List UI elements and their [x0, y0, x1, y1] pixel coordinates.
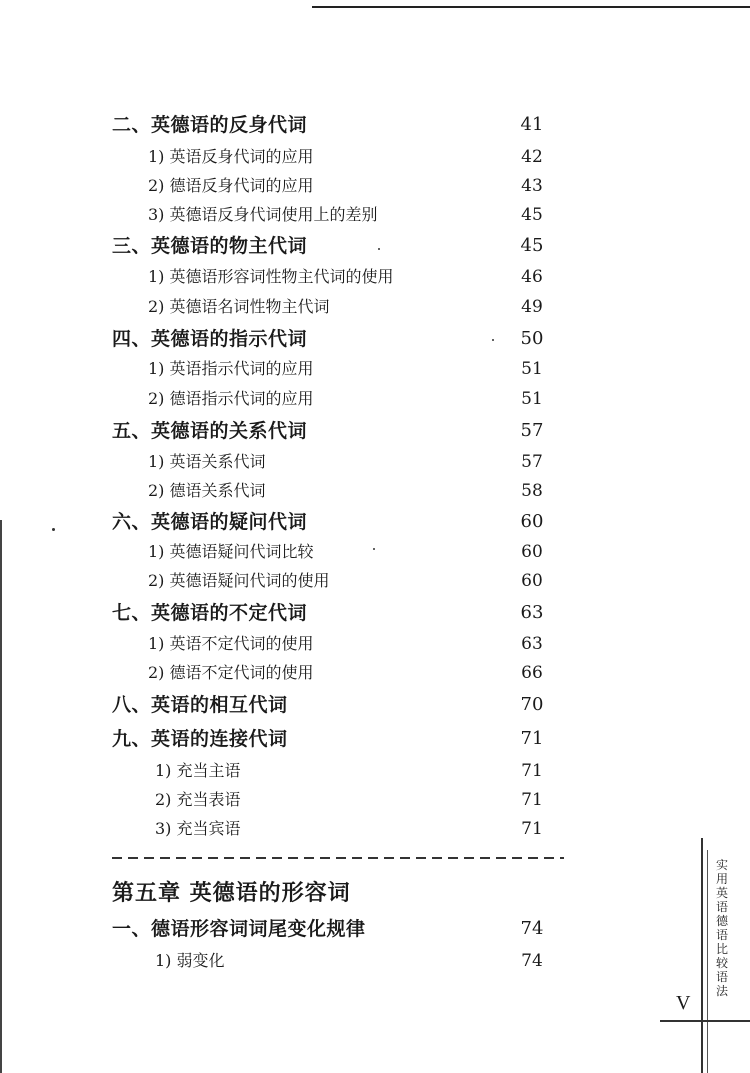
entry-page: 58: [521, 481, 543, 501]
entry-page: 45: [520, 235, 544, 256]
toc-sub-entry: [0, 946, 750, 976]
toc-sub-entry: [0, 476, 750, 506]
entry-page: 74: [521, 951, 543, 971]
entry-page: 71: [520, 728, 544, 749]
entry-title: 七、英德语的不定代词: [112, 602, 308, 624]
toc-sub-entry: [0, 142, 750, 172]
entry-page: 42: [521, 147, 543, 167]
toc-section-entry: [0, 507, 750, 537]
toc-sub-entry: [0, 814, 750, 844]
entry-page: 74: [520, 918, 544, 939]
entry-page: 60: [521, 542, 543, 562]
entry-title: 2) 德语关系代词: [148, 481, 266, 500]
toc-section-entry: [0, 416, 750, 446]
entry-title: 二、英德语的反身代词: [112, 114, 308, 136]
entry-page: 71: [521, 790, 543, 810]
scan-speck: [492, 339, 494, 341]
toc-sub-entry: [0, 447, 750, 477]
scan-speck: [373, 548, 375, 550]
entry-title: 一、德语形容词词尾变化规律: [112, 918, 366, 940]
entry-page: 63: [520, 602, 544, 623]
entry-title: 1) 英语不定代词的使用: [148, 634, 314, 653]
entry-page: 50: [520, 328, 544, 349]
dashed-divider: [112, 857, 564, 859]
entry-page: 51: [521, 359, 543, 379]
toc-sub-entry: [0, 354, 750, 384]
toc-sub-entry: [0, 629, 750, 659]
toc-section-entry: [0, 914, 750, 944]
toc-sub-entry: [0, 566, 750, 596]
toc-section-entry: [0, 724, 750, 754]
entry-title: 1) 弱变化: [155, 951, 225, 970]
entry-page: 63: [521, 634, 543, 654]
entry-title: 1) 英语关系代词: [148, 452, 266, 471]
entry-title: 2) 英德语疑问代词的使用: [148, 571, 330, 590]
entry-title: 2) 德语指示代词的应用: [148, 389, 314, 408]
toc-sub-entry: [0, 537, 750, 567]
entry-title: 五、英德语的关系代词: [112, 420, 308, 442]
entry-title: 1) 英语指示代词的应用: [148, 359, 314, 378]
entry-title: 1) 英语反身代词的应用: [148, 147, 314, 166]
entry-page: 70: [520, 694, 544, 715]
entry-title: 3) 英德语反身代词使用上的差别: [148, 205, 378, 224]
entry-title: 3) 充当宾语: [155, 819, 241, 838]
entry-title: 2) 德语不定代词的使用: [148, 663, 314, 682]
entry-title: 1) 英德语形容词性物主代词的使用: [148, 267, 394, 286]
entry-page: 49: [521, 297, 543, 317]
toc-sub-entry: [0, 292, 750, 322]
scan-speck: [378, 248, 380, 250]
entry-title: 六、英德语的疑问代词: [112, 511, 308, 533]
toc-sub-entry: [0, 658, 750, 688]
entry-page: 51: [521, 389, 543, 409]
entry-title: 四、英德语的指示代词: [112, 328, 308, 350]
entry-page: 60: [521, 571, 543, 591]
entry-title: 2) 充当表语: [155, 790, 241, 809]
entry-title: 九、英语的连接代词: [112, 728, 288, 750]
entry-title: 2) 英德语名词性物主代词: [148, 297, 330, 316]
entry-page: 57: [520, 420, 544, 441]
page-number-rule: [660, 1020, 750, 1022]
toc-section-entry: [0, 231, 750, 261]
entry-page: 71: [521, 819, 543, 839]
entry-page: 45: [521, 205, 543, 225]
toc-sub-entry: [0, 262, 750, 292]
entry-page: 60: [520, 511, 544, 532]
toc-section-entry: [0, 598, 750, 628]
running-book-title: 实用英语德语比较语法: [715, 858, 728, 998]
margin-rule: [707, 850, 708, 1073]
margin-rule: [701, 838, 703, 1073]
entry-title: 2) 德语反身代词的应用: [148, 176, 314, 195]
chapter-title: 第五章 英德语的形容词: [112, 881, 351, 906]
entry-title: 三、英德语的物主代词: [112, 235, 308, 257]
entry-title: 1) 英德语疑问代词比较: [148, 542, 314, 561]
entry-title: 八、英语的相互代词: [112, 694, 288, 716]
entry-page: 57: [521, 452, 543, 472]
toc-section-entry: [0, 690, 750, 720]
page-number: V: [676, 992, 691, 1014]
toc-sub-entry: [0, 756, 750, 786]
entry-page: 41: [520, 114, 544, 135]
entry-page: 46: [521, 267, 543, 287]
toc-sub-entry: [0, 785, 750, 815]
entry-page: 66: [521, 663, 543, 683]
entry-title: 1) 充当主语: [155, 761, 241, 780]
toc-sub-entry: [0, 200, 750, 230]
toc-section-entry: [0, 110, 750, 140]
entry-page: 71: [521, 761, 543, 781]
toc-sub-entry: [0, 171, 750, 201]
entry-page: 43: [521, 176, 543, 196]
toc-section-entry: [0, 324, 750, 354]
scan-speck: [52, 528, 55, 531]
toc-sub-entry: [0, 384, 750, 414]
